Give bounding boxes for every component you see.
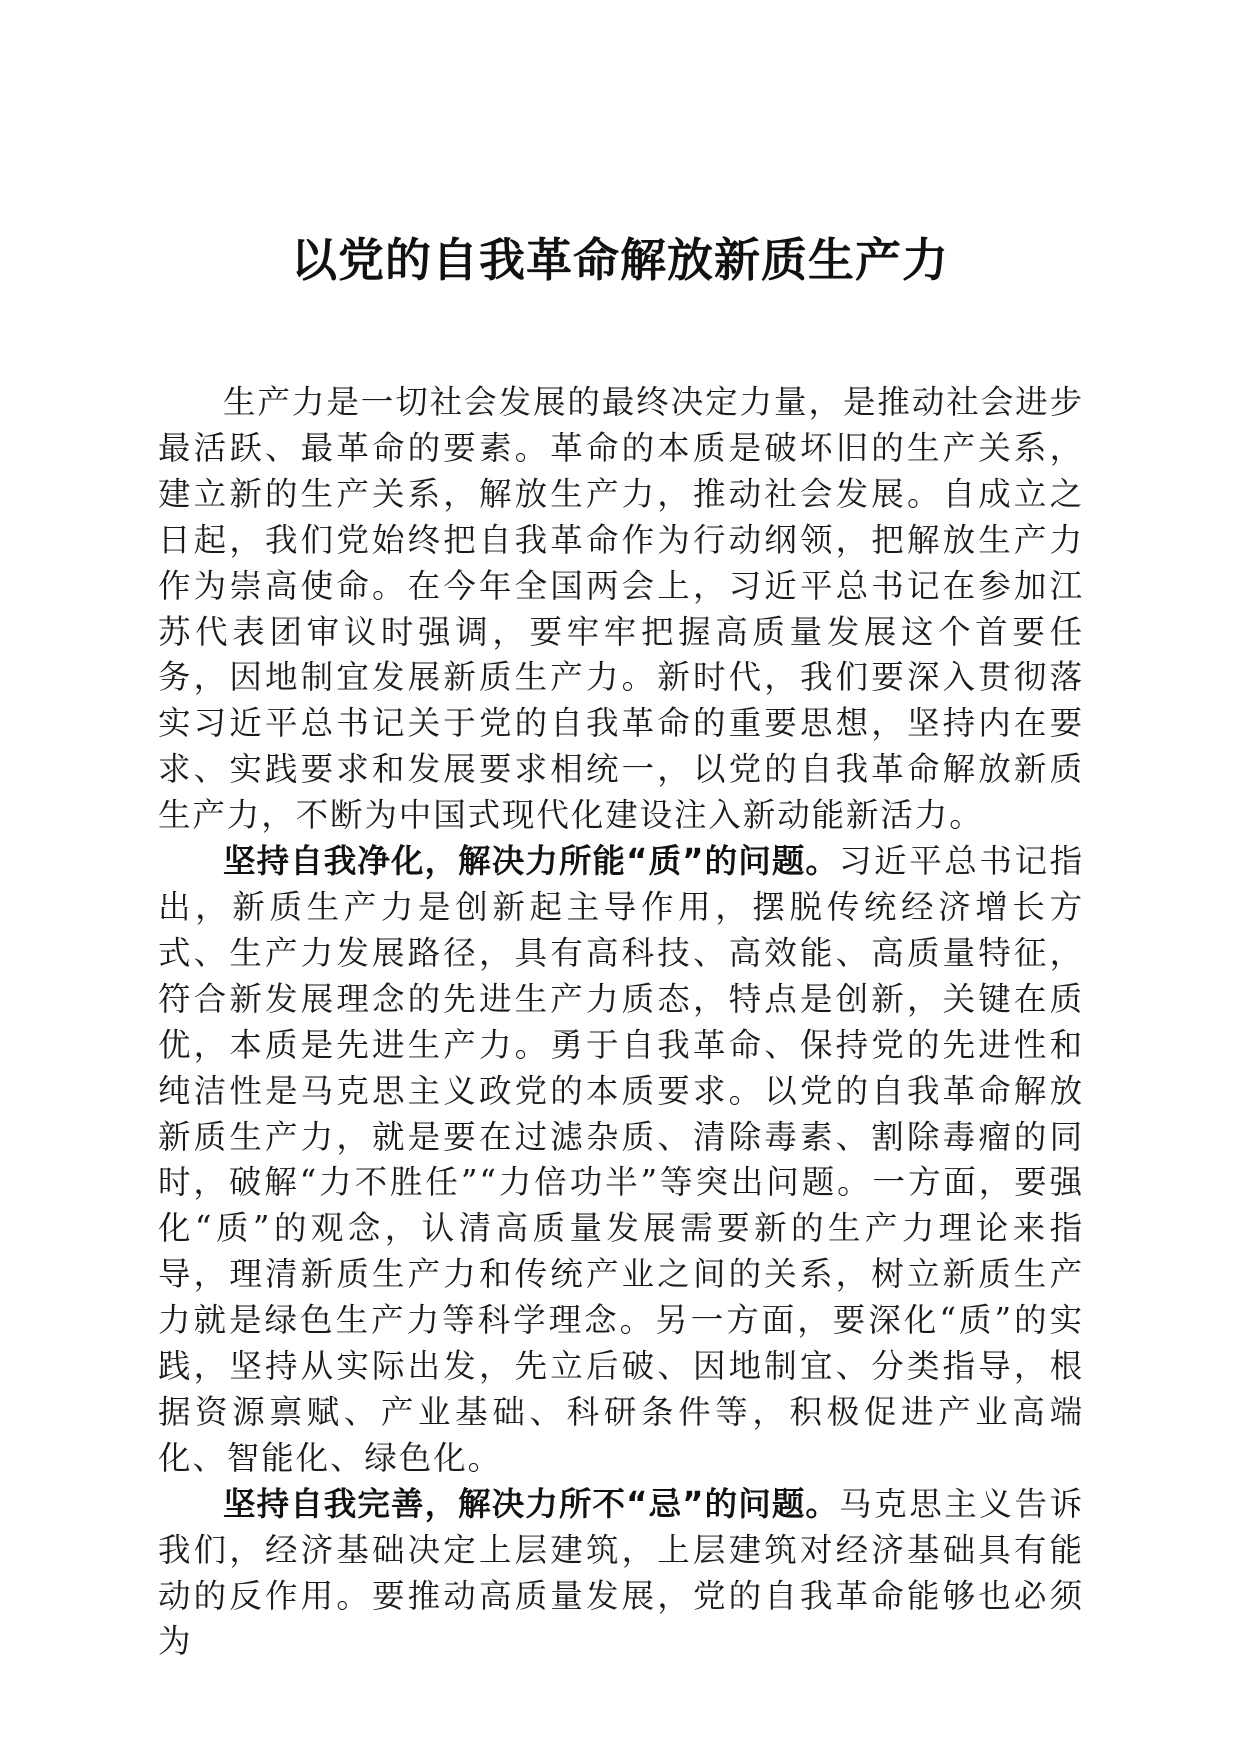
paragraph-text: 习近平总书记指出，新质生产力是创新起主导作用，摆脱传统经济增长方式、生产力发展路径，具有高科技、高效能、高质量特征，符合新发展理念的先进生产力质态，特点是创新，关键在质优，本质是先进生产力。勇于自我革命、保持党的先进性和纯洁性是马克思主义政党的本质要求。以党的自我革命解放新质生产力，就是要在过滤杂质、清除毒素、割除毒瘤的同时，破解“力不胜任”“力倍功半”等突出问题。一方面，要强化“质”的观念，认清高质量发展需要新的生产力理论来指导，理清新质生产力和传统产业之间的关系，树立新质生产力就是绿色生产力等科学理念。另一方面，要深化“质”的实践，坚持从实际出发，先立后破、因地制宜、分类指导，根据资源禀赋、产业基础、科研条件等，积极促进产业高端化、智能化、绿色化。	[158, 842, 1084, 1477]
paragraph-lead: 坚持自我净化，解决力所能“质”的问题。	[223, 842, 840, 881]
paragraph-self-improvement	[158, 1482, 1084, 1666]
paragraph-lead: 坚持自我完善，解决力所不“忌”的问题。	[223, 1484, 840, 1523]
paragraph-intro	[158, 380, 1084, 839]
article-body	[158, 380, 1084, 1665]
paragraph-text: 生产力是一切社会发展的最终决定力量，是推动社会进步最活跃、最革命的要素。革命的本质是破坏旧的生产关系，建立新的生产关系，解放生产力，推动社会发展。自成立之日起，我们党始终把自我革命作为行动纲领，把解放生产力作为崇高使命。在今年全国两会上，习近平总书记在参加江苏代表团审议时强调，要牢牢把握高质量发展这个首要任务，因地制宜发展新质生产力。新时代，我们要深入贯彻落实习近平总书记关于党的自我革命的重要思想，坚持内在要求、实践要求和发展要求相统一，以党的自我革命解放新质生产力，不断为中国式现代化建设注入新动能新活力。	[158, 383, 1084, 835]
paragraph-self-purification	[158, 839, 1084, 1482]
page-title: 以党的自我革命解放新质生产力	[291, 233, 949, 287]
paragraph-text: 马克思主义告诉我们，经济基础决定上层建筑，上层建筑对经济基础具有能动的反作用。要推动高质量发展，党的自我革命能够也必须为	[158, 1484, 1084, 1661]
